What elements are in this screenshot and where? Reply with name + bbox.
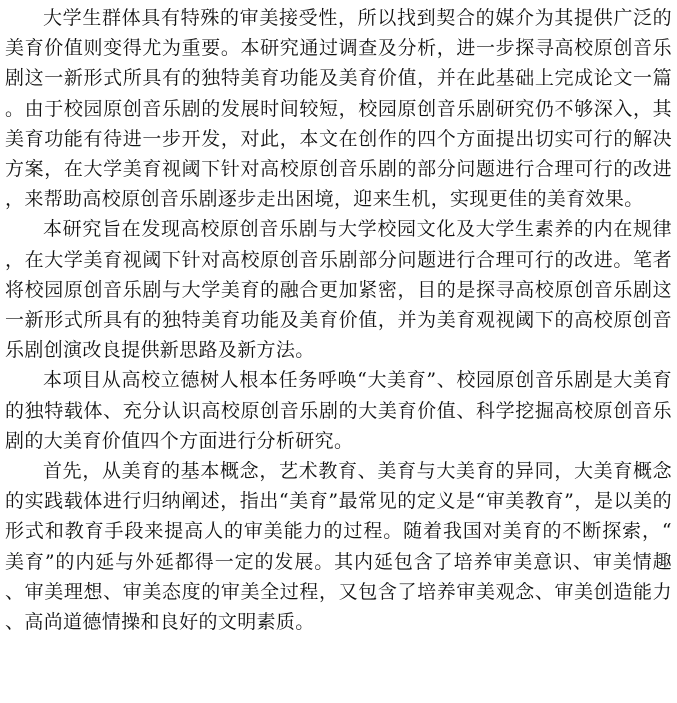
paragraph-4: 首先，从美育的基本概念，艺术教育、美育与大美育的异同，大美育概念的实践载体进行归纳阐述，指出“美育”最常见的定义是“审美教育”，是以美的形式和教育手段来提高人的审美能力的过程。随着我国对美育的不断探索，“美育”的内延与外延都得一定的发展。其内延包含了培养审美意识、审美情趣、审美理想、审美态度的审美全过程，又包含了培养审美观念、审美创造能力、高尚道德情操和良好的文明素质。 bbox=[5, 460, 672, 634]
paragraph-3: 本项目从高校立德树人根本任务呼唤“大美育”、校园原创音乐剧是大美育的独特载体、充分认识高校原创音乐剧的大美育价值、科学挖掘高校原创音乐剧的大美育价值四个方面进行分析研究。 bbox=[5, 369, 672, 452]
paragraph-2: 本研究旨在发现高校原创音乐剧与大学校园文化及大学生素养的内在规律，在大学美育视阈下针对高校原创音乐剧部分问题进行合理可行的改进。笔者将校园原创音乐剧与大学美育的融合更加紧密，目的是探寻高校原创音乐剧这一新形式所具有的独特美育功能及美育价值，并为美育观视阈下的高校原创音乐剧创演改良提供新思路及新方法。 bbox=[5, 218, 672, 362]
paragraph-1: 大学生群体具有特殊的审美接受性，所以找到契合的媒介为其提供广泛的美育价值则变得尤为重要。本研究通过调查及分析，进一步探寻高校原创音乐剧这一新形式所具有的独特美育功能及美育价值，并在此基础上完成论文一篇。由于校园原创音乐剧的发展时间较短，校园原创音乐剧研究仍不够深入，其美育功能有待进一步开发，对此，本文在创作的四个方面提出切实可行的解决方案，在大学美育视阈下针对高校原创音乐剧的部分问题进行合理可行的改进，来帮助高校原创音乐剧逐步走出困境，迎来生机，实现更佳的美育效果。 bbox=[5, 7, 672, 211]
